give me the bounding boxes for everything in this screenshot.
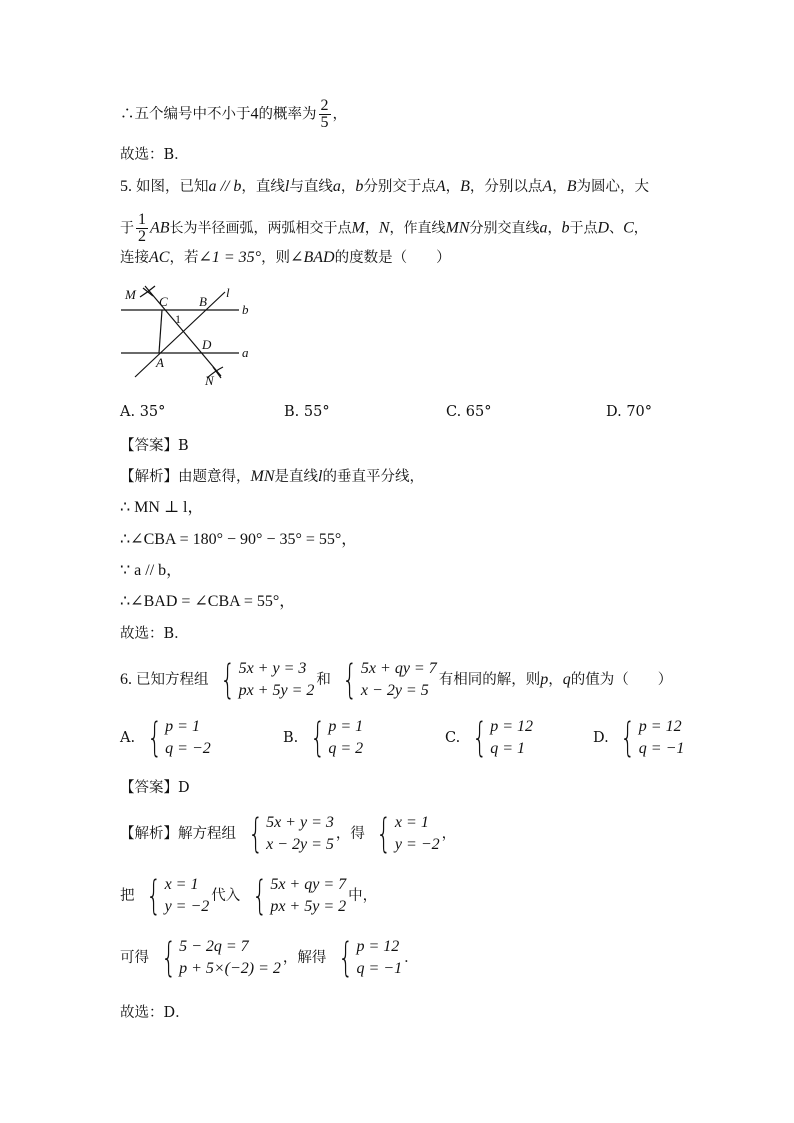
text: ，作直线 [389,220,446,237]
number: 4 [250,105,259,123]
text: 有相同的解，则 [438,672,541,688]
q5-step-1: ∴ MN ⊥ l， [120,499,204,516]
text: 的垂直平分线， [322,469,424,485]
label-1: 1 [175,312,181,326]
brace-icon: { [220,657,236,703]
text: ， [441,826,457,842]
text: 为圆心，大 [576,179,649,195]
q6-conclusion: 故选：D． [120,1005,190,1021]
text: ，分别以点 [469,179,543,195]
equation-row: 5x + y = 3 [266,814,334,831]
equation-row: 5x + qy = 7 [360,660,437,677]
text: 于 [120,220,134,237]
equation-row: q = 1 [490,740,526,757]
solution-system [371,812,439,856]
question-number: 6. [120,671,136,688]
segment-ac [159,310,162,353]
fraction-two-fifths [319,98,331,131]
math: l [318,468,323,485]
q5-line-3 [120,248,451,268]
equation-row: 5x + qy = 7 [270,876,347,893]
numerator: 1 [138,211,146,228]
q5-option-d[interactable]: D. 70° [606,404,653,420]
equation-row: 5x + y = 3 [238,660,307,677]
text: 与直线 [289,179,333,195]
text: 的值为（ ） [570,672,673,688]
brace-icon: { [160,935,176,981]
equation-row: q = −2 [165,740,211,757]
label-m: M [125,287,136,302]
option-system [305,716,363,760]
q5-line-1 [120,177,649,197]
math: B [460,178,470,195]
q5-geometry-figure [115,283,260,393]
text: ， [552,179,567,195]
equation-row: p = 12 [490,718,534,735]
q6-answer: 【答案】D [120,780,190,796]
fraction-one-half [136,212,148,245]
math: p [540,671,549,688]
equation-row: p = 12 [356,938,400,955]
label-b-point: B [199,294,207,309]
text: ，直线 [241,179,285,195]
q5-option-a[interactable]: A. 35° [120,404,166,420]
math: ∠BAD [290,249,335,266]
text: ∴五个编号中不小于 [120,106,251,123]
option-system [615,716,684,760]
label-n: N [205,373,214,388]
equation-row: q = −1 [638,740,685,757]
text: ，则 [261,250,291,266]
text: 连接 [120,250,149,266]
equation-system [243,812,334,856]
text: 中， [348,888,378,904]
math: b [355,178,364,195]
q6-option-b[interactable] [283,716,365,760]
math: AC [149,249,170,266]
q5-step-3: ∵ a // b， [120,562,183,579]
text: 于点 [569,220,598,237]
text: ，得 [335,826,365,842]
denominator: 5 [320,114,329,131]
label-a-point: A [156,355,164,370]
q6-option-d[interactable] [593,716,686,760]
option-system [142,716,211,760]
equation-row: px + 5y = 2 [270,898,347,915]
equation-row: q = −1 [356,960,403,977]
label-c: C [159,294,168,309]
text: ， [340,179,356,195]
brace-icon: { [251,873,268,919]
equation-system-2 [337,658,436,702]
equation-system-1 [215,658,314,702]
q5-line-2 [120,212,648,245]
q6-analysis-3 [120,934,419,982]
q5-analysis [120,467,424,487]
numerator: 2 [320,97,329,114]
option-label: D. [593,730,609,746]
text: ， [633,220,648,237]
math: MN [445,219,470,237]
q6-analysis-2 [120,872,377,920]
q5-answer: 【答案】B [120,438,189,454]
prev-probability-line [120,98,347,131]
text: 如图，已知 [136,179,209,195]
math: D [597,219,610,237]
math: l [284,178,290,195]
text: 的度数是（ ） [334,250,451,266]
equation-row: x − 2y = 5 [360,682,429,699]
text: ， [332,106,347,123]
brace-icon: { [471,715,488,761]
q5-step-2: ∴∠CBA = 180° − 90° − 35° = 55°， [120,531,358,548]
option-label: C. [445,730,461,746]
brace-icon: { [620,715,636,761]
math: AB [150,219,170,237]
question-number: 5. [120,178,136,195]
text: 由题意得， [178,469,251,485]
brace-icon: { [338,935,354,981]
equation-row: y = −2 [164,898,210,915]
math: q [562,671,571,688]
math: B [566,178,577,195]
text: ， [364,220,379,237]
q5-step-4: ∴∠BAD = ∠CBA = 55°， [120,593,296,610]
equation-row: px + 5y = 2 [238,682,315,699]
math: b [561,219,570,237]
equation-row: x − 2y = 5 [266,836,334,853]
text: 可得 [120,950,149,966]
math: N [378,219,390,237]
analysis-label: 【解析】 [120,469,178,485]
label-b-line: b [242,302,249,317]
math: A [542,178,553,195]
text: 分别交于点 [363,179,436,195]
option-label: A. [120,730,136,746]
text: 是直线 [274,469,318,485]
text: ， [547,220,562,237]
brace-icon: { [247,811,263,857]
option-system [467,716,533,760]
denominator: 2 [138,228,146,245]
brace-icon: { [342,657,358,703]
math: MN [250,468,275,485]
text: 、 [609,220,624,237]
q6-option-c[interactable] [445,716,535,760]
math: ∠1 = 35° [198,249,262,266]
q6-option-a[interactable] [120,716,213,760]
equation-row: x = 1 [164,876,199,893]
text: 已知方程组 [136,672,209,688]
math: a [332,178,341,195]
brace-icon: { [146,873,162,919]
equation-row: q = 2 [328,740,364,757]
equation-row: p = 1 [165,718,200,735]
math: a // b [208,178,242,195]
math: M [351,219,365,237]
option-label: B. [283,730,299,746]
equation-row: p = 12 [638,718,682,735]
text: ， [548,672,563,688]
text: 解方程组 [178,826,236,842]
q6-stem [120,656,672,704]
prev-conclusion: 故选：B． [120,147,189,163]
equation-row: p = 1 [328,718,364,735]
q5-conclusion: 故选：B． [120,626,189,642]
equation-row: 5 − 2q = 7 [179,938,249,955]
math: C [623,219,634,237]
text: 把 [120,888,135,904]
equation-row: p + 5×(−2) = 2 [179,960,281,977]
brace-icon: { [376,811,392,857]
text: ． [404,950,419,966]
analysis-label: 【解析】 [120,826,178,842]
q5-option-c[interactable]: C. 65° [446,404,492,420]
equation-row: x = 1 [394,814,429,831]
equation-row: y = −2 [394,836,440,853]
math: a [539,219,548,237]
label-d: D [202,337,212,352]
q6-analysis-1 [120,810,456,858]
text: 和 [316,672,331,688]
text: 代入 [211,888,241,904]
text: ，解得 [282,950,327,966]
text: 的概率为 [258,106,317,123]
q5-option-b[interactable]: B. 55° [284,404,330,420]
text: ，若 [169,250,199,266]
text: 长为半径画弧，两弧相交于点 [169,220,352,237]
text: ， [445,179,461,195]
result-system [333,936,402,980]
brace-icon: { [309,715,326,761]
text: 分别交直线 [469,220,540,237]
derived-system [156,936,281,980]
label-l: l [226,285,230,300]
target-system [247,874,346,918]
math: A [435,178,446,195]
substitution-values [141,874,209,918]
brace-icon: { [146,715,163,761]
label-a-line: a [242,345,249,360]
